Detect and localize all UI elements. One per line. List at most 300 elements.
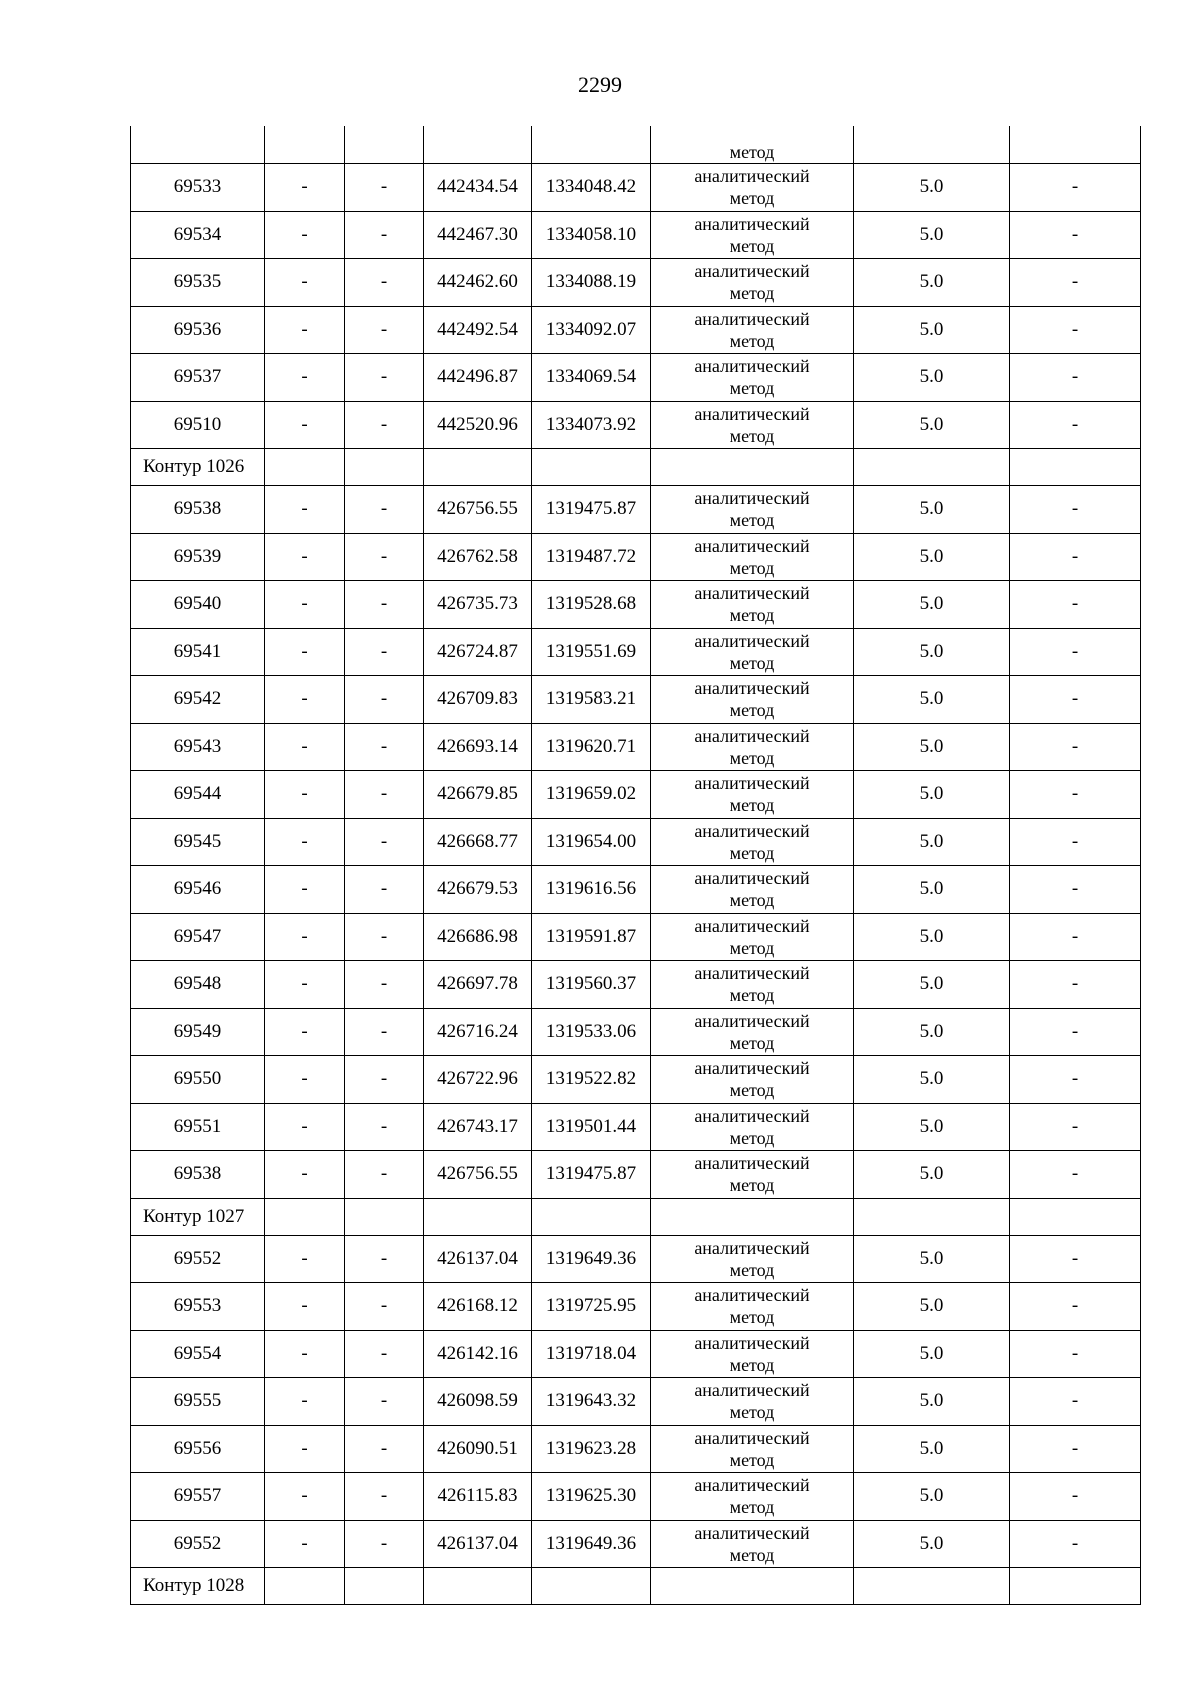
method-cell — [651, 581, 854, 629]
dash-cell: - — [345, 1235, 424, 1283]
point-number-cell: 69539 — [131, 533, 265, 581]
x-coordinate-cell: 426697.78 — [424, 961, 532, 1009]
table-row — [131, 1151, 1141, 1199]
dash-cell: - — [345, 1425, 424, 1473]
method-cell — [651, 723, 854, 771]
y-coordinate-cell: 1319649.36 — [532, 1520, 651, 1568]
method-line-2: метод — [729, 425, 775, 446]
method-line-2: метод — [729, 1402, 775, 1423]
method-cell — [651, 126, 854, 164]
empty-cell — [532, 1568, 651, 1605]
point-number-cell: 69552 — [131, 1520, 265, 1568]
method-cell — [651, 486, 854, 534]
contour-row — [131, 1198, 1141, 1235]
accuracy-cell: 5.0 — [854, 913, 1010, 961]
empty-cell — [651, 1198, 854, 1235]
accuracy-cell: 5.0 — [854, 866, 1010, 914]
table-row — [131, 1425, 1141, 1473]
point-number-cell: 69543 — [131, 723, 265, 771]
dash-cell: - — [1010, 961, 1141, 1009]
dash-cell: - — [265, 1520, 345, 1568]
dash-cell: - — [1010, 486, 1141, 534]
method-line-1: аналитический — [694, 725, 810, 746]
contour-label: Контур 1027 — [131, 1198, 265, 1235]
dash-cell: - — [265, 486, 345, 534]
dash-cell: - — [265, 771, 345, 819]
empty-cell — [424, 1568, 532, 1605]
empty-cell — [532, 449, 651, 486]
method-line-2: метод — [729, 1032, 775, 1053]
dash-cell: - — [345, 401, 424, 449]
method-cell — [651, 1103, 854, 1151]
dash-cell: - — [1010, 1473, 1141, 1521]
dash-cell: - — [345, 306, 424, 354]
dash-cell: - — [1010, 628, 1141, 676]
y-coordinate-cell: 1319533.06 — [532, 1008, 651, 1056]
y-coordinate-cell: 1319522.82 — [532, 1056, 651, 1104]
method-line-1: аналитический — [694, 1522, 810, 1543]
y-coordinate-cell: 1319643.32 — [532, 1378, 651, 1426]
dash-cell: - — [265, 1103, 345, 1151]
contour-label: Контур 1026 — [131, 449, 265, 486]
method-cell — [651, 676, 854, 724]
accuracy-cell: 5.0 — [854, 401, 1010, 449]
dash-cell: - — [345, 1473, 424, 1521]
accuracy-cell: 5.0 — [854, 354, 1010, 402]
dash-cell: - — [345, 164, 424, 212]
method-line-2: метод — [729, 1449, 775, 1470]
y-coordinate-cell: 1319654.00 — [532, 818, 651, 866]
method-line-2: метод — [729, 378, 775, 399]
method-line-2: метод — [729, 700, 775, 721]
method-cell — [651, 1008, 854, 1056]
method-line-2: метод — [729, 605, 775, 626]
dash-cell: - — [1010, 401, 1141, 449]
empty-cell — [854, 1568, 1010, 1605]
method-line-2: метод — [729, 890, 775, 911]
x-coordinate-cell: 426722.96 — [424, 1056, 532, 1104]
dash-cell: - — [265, 259, 345, 307]
point-number-cell: 69510 — [131, 401, 265, 449]
method-line-1: аналитический — [694, 1332, 810, 1353]
table-row — [131, 1235, 1141, 1283]
method-line-1: аналитический — [694, 535, 810, 556]
method-line-2: метод — [729, 1354, 775, 1375]
empty-cell — [265, 1568, 345, 1605]
x-coordinate-cell: 426709.83 — [424, 676, 532, 724]
x-coordinate-cell: 442467.30 — [424, 211, 532, 259]
accuracy-cell: 5.0 — [854, 1520, 1010, 1568]
y-coordinate-cell: 1319560.37 — [532, 961, 651, 1009]
method-cell — [651, 961, 854, 1009]
table-row — [131, 164, 1141, 212]
dash-cell: - — [1010, 306, 1141, 354]
dash-cell: - — [265, 1425, 345, 1473]
x-coordinate-cell: 426142.16 — [424, 1330, 532, 1378]
method-line-2: метод — [729, 1544, 775, 1565]
accuracy-cell: 5.0 — [854, 723, 1010, 771]
dash-cell: - — [345, 866, 424, 914]
dash-cell: - — [1010, 913, 1141, 961]
point-number-cell: 69547 — [131, 913, 265, 961]
table-row — [131, 401, 1141, 449]
dash-cell: - — [265, 1330, 345, 1378]
method-cell — [651, 306, 854, 354]
method-line-1: аналитический — [694, 678, 810, 699]
method-line-2: метод — [729, 937, 775, 958]
point-number-cell: 69548 — [131, 961, 265, 1009]
y-coordinate-cell: 1319623.28 — [532, 1425, 651, 1473]
accuracy-cell: 5.0 — [854, 581, 1010, 629]
table-row — [131, 259, 1141, 307]
x-coordinate-cell: 426115.83 — [424, 1473, 532, 1521]
x-coordinate-cell: 426098.59 — [424, 1378, 532, 1426]
table-row — [131, 211, 1141, 259]
method-cell — [651, 401, 854, 449]
x-coordinate-cell: 426724.87 — [424, 628, 532, 676]
dash-cell: - — [345, 1056, 424, 1104]
method-line-1: аналитический — [694, 583, 810, 604]
dash-cell: - — [1010, 1235, 1141, 1283]
dash-cell: - — [1010, 354, 1141, 402]
point-number-cell: 69537 — [131, 354, 265, 402]
method-cell — [651, 1151, 854, 1199]
method-cell — [651, 1235, 854, 1283]
dash-cell: - — [345, 628, 424, 676]
dash-cell: - — [265, 1056, 345, 1104]
dash-cell: - — [265, 961, 345, 1009]
method-line-2: метод — [729, 235, 775, 256]
x-coordinate-cell: 442434.54 — [424, 164, 532, 212]
method-cell — [651, 818, 854, 866]
dash-cell: - — [1010, 1151, 1141, 1199]
method-line-2: метод — [729, 652, 775, 673]
table-row — [131, 1520, 1141, 1568]
y-coordinate-cell: 1319475.87 — [532, 486, 651, 534]
dash-cell: - — [1010, 1520, 1141, 1568]
x-coordinate-cell: 426693.14 — [424, 723, 532, 771]
method-line-1: аналитический — [694, 261, 810, 282]
dash-cell: - — [265, 818, 345, 866]
method-line-2: метод — [729, 1497, 775, 1518]
table-row — [131, 1008, 1141, 1056]
table-row — [131, 818, 1141, 866]
method-line-1: аналитический — [694, 403, 810, 424]
accuracy-cell: 5.0 — [854, 961, 1010, 1009]
table-row — [131, 1378, 1141, 1426]
x-coordinate-cell: 426137.04 — [424, 1235, 532, 1283]
empty-cell — [651, 1568, 854, 1605]
method-line-1: аналитический — [694, 308, 810, 329]
x-coordinate-cell: 442520.96 — [424, 401, 532, 449]
dash-cell: - — [345, 771, 424, 819]
table-row — [131, 1330, 1141, 1378]
dash-cell: - — [265, 913, 345, 961]
method-cell — [651, 1473, 854, 1521]
x-coordinate-cell: 442462.60 — [424, 259, 532, 307]
y-coordinate-cell: 1319475.87 — [532, 1151, 651, 1199]
dash-cell: - — [1010, 1283, 1141, 1331]
x-coordinate-cell: 426756.55 — [424, 1151, 532, 1199]
accuracy-cell: 5.0 — [854, 1056, 1010, 1104]
dash-cell: - — [1010, 211, 1141, 259]
empty-cell — [424, 1198, 532, 1235]
point-number-cell: 69538 — [131, 1151, 265, 1199]
method-line-2: метод — [729, 188, 775, 209]
method-line-1: аналитический — [694, 963, 810, 984]
table-row — [131, 723, 1141, 771]
method-line-2: метод — [729, 557, 775, 578]
method-cell — [651, 533, 854, 581]
method-line-1: аналитический — [694, 356, 810, 377]
point-number-cell: 69552 — [131, 1235, 265, 1283]
method-line-2: метод — [729, 283, 775, 304]
method-text: метод — [729, 142, 775, 162]
y-coordinate-cell: 1319616.56 — [532, 866, 651, 914]
dash-cell: - — [345, 1283, 424, 1331]
dash-cell: - — [1010, 1103, 1141, 1151]
point-number-cell: 69551 — [131, 1103, 265, 1151]
dash-cell: - — [345, 1520, 424, 1568]
dash-cell: - — [1010, 723, 1141, 771]
x-coordinate-cell: 426168.12 — [424, 1283, 532, 1331]
x-coordinate-cell: 426756.55 — [424, 486, 532, 534]
dash-cell: - — [265, 676, 345, 724]
dash-cell: - — [1010, 1008, 1141, 1056]
method-line-1: аналитический — [694, 1427, 810, 1448]
point-number-cell: 69534 — [131, 211, 265, 259]
method-cell — [651, 1283, 854, 1331]
dash-cell: - — [345, 1151, 424, 1199]
accuracy-cell: 5.0 — [854, 486, 1010, 534]
x-coordinate-cell: 426090.51 — [424, 1425, 532, 1473]
table-row — [131, 354, 1141, 402]
point-number-cell: 69550 — [131, 1056, 265, 1104]
table-row — [131, 913, 1141, 961]
dash-cell: - — [265, 1473, 345, 1521]
accuracy-cell: 5.0 — [854, 1283, 1010, 1331]
x-coordinate-cell: 426137.04 — [424, 1520, 532, 1568]
dash-cell: - — [1010, 533, 1141, 581]
method-cell — [651, 628, 854, 676]
accuracy-cell: 5.0 — [854, 1473, 1010, 1521]
x-coordinate-cell: 442496.87 — [424, 354, 532, 402]
table-row — [131, 533, 1141, 581]
point-number-cell: 69535 — [131, 259, 265, 307]
empty-cell — [854, 449, 1010, 486]
dash-cell: - — [345, 486, 424, 534]
point-number-cell: 69540 — [131, 581, 265, 629]
point-number-cell: 69553 — [131, 1283, 265, 1331]
point-number-cell: 69556 — [131, 1425, 265, 1473]
method-line-2: метод — [729, 1307, 775, 1328]
dash-cell: - — [265, 723, 345, 771]
x-coordinate-cell: 426743.17 — [424, 1103, 532, 1151]
empty-cell — [532, 1198, 651, 1235]
accuracy-cell: 5.0 — [854, 1378, 1010, 1426]
y-coordinate-cell: 1334048.42 — [532, 164, 651, 212]
method-line-1: аналитический — [694, 820, 810, 841]
point-number-cell: 69554 — [131, 1330, 265, 1378]
y-coordinate-cell: 1334073.92 — [532, 401, 651, 449]
table-row — [131, 771, 1141, 819]
method-line-1: аналитический — [694, 1475, 810, 1496]
accuracy-cell: 5.0 — [854, 628, 1010, 676]
contour-row — [131, 1568, 1141, 1605]
method-line-2: метод — [729, 330, 775, 351]
table-row — [131, 1103, 1141, 1151]
dash-cell: - — [345, 1103, 424, 1151]
dash-cell: - — [265, 1235, 345, 1283]
method-line-2: метод — [729, 795, 775, 816]
accuracy-cell: 5.0 — [854, 533, 1010, 581]
dash-cell: - — [345, 913, 424, 961]
accuracy-cell: 5.0 — [854, 306, 1010, 354]
accuracy-cell: 5.0 — [854, 1330, 1010, 1378]
dash-cell: - — [265, 533, 345, 581]
y-coordinate-cell: 1334092.07 — [532, 306, 651, 354]
empty-cell — [1010, 1198, 1141, 1235]
accuracy-cell: 5.0 — [854, 676, 1010, 724]
method-line-2: метод — [729, 747, 775, 768]
y-coordinate-cell: 1334088.19 — [532, 259, 651, 307]
continuation-row — [131, 126, 1141, 164]
y-coordinate-cell: 1334069.54 — [532, 354, 651, 402]
table-row — [131, 961, 1141, 1009]
method-cell — [651, 866, 854, 914]
y-coordinate-cell: 1319725.95 — [532, 1283, 651, 1331]
point-number-cell: 69538 — [131, 486, 265, 534]
dash-cell: - — [265, 628, 345, 676]
y-coordinate-cell: 1319718.04 — [532, 1330, 651, 1378]
table-row — [131, 306, 1141, 354]
point-number-cell: 69545 — [131, 818, 265, 866]
method-cell — [651, 211, 854, 259]
page-number: 2299 — [578, 72, 622, 97]
method-cell — [651, 354, 854, 402]
empty-cell — [345, 1198, 424, 1235]
method-line-1: аналитический — [694, 1105, 810, 1126]
table-row — [131, 628, 1141, 676]
x-coordinate-cell: 442492.54 — [424, 306, 532, 354]
empty-cell — [345, 1568, 424, 1605]
dash-cell: - — [265, 1008, 345, 1056]
dash-cell: - — [265, 1151, 345, 1199]
y-coordinate-cell: 1319583.21 — [532, 676, 651, 724]
method-cell — [651, 771, 854, 819]
method-line-1: аналитический — [694, 868, 810, 889]
accuracy-cell: 5.0 — [854, 164, 1010, 212]
dash-cell: - — [345, 1008, 424, 1056]
method-line-2: метод — [729, 510, 775, 531]
y-coordinate-cell: 1334058.10 — [532, 211, 651, 259]
method-line-2: метод — [729, 1127, 775, 1148]
table-row — [131, 1473, 1141, 1521]
method-cell — [651, 913, 854, 961]
dash-cell: - — [345, 723, 424, 771]
method-line-2: метод — [729, 842, 775, 863]
accuracy-cell: 5.0 — [854, 771, 1010, 819]
contour-row — [131, 449, 1141, 486]
accuracy-cell: 5.0 — [854, 211, 1010, 259]
accuracy-cell: 5.0 — [854, 1151, 1010, 1199]
y-coordinate-cell: 1319487.72 — [532, 533, 651, 581]
point-number-cell: 69549 — [131, 1008, 265, 1056]
dash-cell: - — [265, 164, 345, 212]
point-number-cell: 69533 — [131, 164, 265, 212]
dash-cell: - — [1010, 164, 1141, 212]
y-coordinate-cell: 1319620.71 — [532, 723, 651, 771]
table-row — [131, 581, 1141, 629]
dash-cell: - — [1010, 1330, 1141, 1378]
accuracy-cell: 5.0 — [854, 1425, 1010, 1473]
point-number-cell: 69536 — [131, 306, 265, 354]
x-coordinate-cell: 426716.24 — [424, 1008, 532, 1056]
x-coordinate-cell: 426679.53 — [424, 866, 532, 914]
dash-cell: - — [345, 354, 424, 402]
dash-cell: - — [265, 1378, 345, 1426]
method-line-1: аналитический — [694, 630, 810, 651]
table-row — [131, 1283, 1141, 1331]
y-coordinate-cell: 1319528.68 — [532, 581, 651, 629]
dash-cell: - — [345, 676, 424, 724]
empty-cell — [265, 1198, 345, 1235]
point-number-cell: 69555 — [131, 1378, 265, 1426]
point-number-cell: 69557 — [131, 1473, 265, 1521]
method-line-1: аналитический — [694, 1058, 810, 1079]
accuracy-cell: 5.0 — [854, 1235, 1010, 1283]
y-coordinate-cell: 1319591.87 — [532, 913, 651, 961]
empty-cell — [651, 449, 854, 486]
x-coordinate-cell: 426686.98 — [424, 913, 532, 961]
empty-cell — [345, 449, 424, 486]
accuracy-cell: 5.0 — [854, 1008, 1010, 1056]
method-line-1: аналитический — [694, 1285, 810, 1306]
dash-cell: - — [1010, 1056, 1141, 1104]
y-coordinate-cell: 1319551.69 — [532, 628, 651, 676]
dash-cell: - — [265, 211, 345, 259]
table-row — [131, 1056, 1141, 1104]
accuracy-cell: 5.0 — [854, 259, 1010, 307]
y-coordinate-cell: 1319501.44 — [532, 1103, 651, 1151]
dash-cell: - — [1010, 866, 1141, 914]
table-row — [131, 866, 1141, 914]
method-line-1: аналитический — [694, 773, 810, 794]
x-coordinate-cell: 426762.58 — [424, 533, 532, 581]
dash-cell: - — [345, 211, 424, 259]
empty-cell — [424, 449, 532, 486]
dash-cell: - — [345, 961, 424, 1009]
x-coordinate-cell: 426679.85 — [424, 771, 532, 819]
dash-cell: - — [345, 1378, 424, 1426]
method-line-1: аналитический — [694, 1380, 810, 1401]
method-cell — [651, 1425, 854, 1473]
empty-cell — [1010, 449, 1141, 486]
dash-cell: - — [265, 1283, 345, 1331]
y-coordinate-cell: 1319659.02 — [532, 771, 651, 819]
dash-cell: - — [1010, 1378, 1141, 1426]
dash-cell: - — [265, 354, 345, 402]
dash-cell: - — [265, 401, 345, 449]
method-cell — [651, 1056, 854, 1104]
dash-cell: - — [345, 581, 424, 629]
dash-cell: - — [345, 818, 424, 866]
empty-cell — [1010, 1568, 1141, 1605]
empty-cell — [854, 1198, 1010, 1235]
method-line-1: аналитический — [694, 1153, 810, 1174]
method-line-2: метод — [729, 1080, 775, 1101]
method-line-1: аналитический — [694, 1237, 810, 1258]
